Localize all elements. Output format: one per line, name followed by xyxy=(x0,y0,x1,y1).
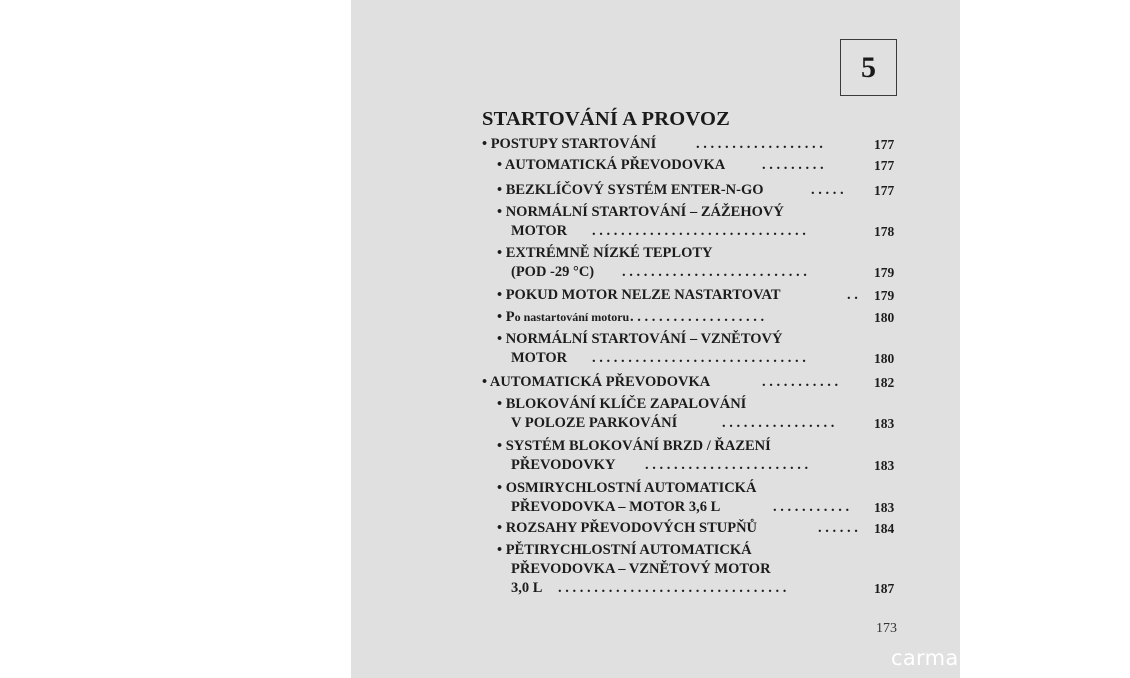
toc-page-number: 182 xyxy=(874,375,895,390)
toc-entry-text-prefix: • P xyxy=(497,309,515,325)
toc-leader-dots: . . . . . . . . . . . . . . . . . . . . . . . . . . . . . . . . xyxy=(558,580,787,596)
toc-entry-text: • OSMIRYCHLOSTNÍ AUTOMATICKÁ xyxy=(497,480,757,496)
toc-entry-text-line2: V POLOZE PARKOVÁNÍ xyxy=(511,415,678,431)
toc-page-number: 177 xyxy=(874,158,895,173)
section-title: STARTOVÁNÍ A PROVOZ xyxy=(482,108,730,130)
toc-leader-dots: . . . . . . . . . . . . . . . . xyxy=(722,415,835,431)
toc-entry-text: • ROZSAHY PŘEVODOVÝCH STUPŇŮ xyxy=(497,520,758,536)
toc-leader-dots: . . . . . . . . . . . xyxy=(773,499,850,515)
toc-leader-dots: . . . . . xyxy=(811,182,844,198)
toc-entry-text-line2: MOTOR xyxy=(511,223,568,239)
toc-leader-dots: . . xyxy=(847,287,858,303)
toc-entry-text: • POKUD MOTOR NELZE NASTARTOVAT xyxy=(497,287,781,303)
toc-entry-text: • BEZKLÍČOVÝ SYSTÉM ENTER-N-GO xyxy=(497,182,764,198)
toc-entry-text-line2: PŘEVODOVKA – VZNĚTOVÝ MOTOR xyxy=(511,561,771,577)
toc-page-number: 183 xyxy=(874,416,895,431)
toc-entry-text-small: o nastartování motoru xyxy=(514,310,630,324)
toc-leader-dots: . . . . . . . . . . . . . . . . . . . . . . . . . . . . . . xyxy=(592,350,806,366)
document-page xyxy=(351,0,1130,678)
toc-leader-dots: . . . . . . . . . . . . . . . . . . . . . . . xyxy=(645,457,809,473)
toc-leader-dots: . . . . . . . . . . . . . . . . . . . . . . . . . . xyxy=(622,264,807,280)
toc-page-number: 187 xyxy=(874,581,895,596)
toc-entry-text-line3: 3,0 L xyxy=(511,580,543,596)
toc-entry-text: • EXTRÉMNĚ NÍZKÉ TEPLOTY xyxy=(497,245,713,261)
page-number: 173 xyxy=(876,621,897,636)
toc-leader-dots: . . . . . . . . . . . . . . . . . . . . . . . . . . . . . . xyxy=(592,223,806,239)
toc-entry-text-line2: MOTOR xyxy=(511,350,568,366)
toc-entry-text: • POSTUPY STARTOVÁNÍ xyxy=(482,136,657,152)
toc-page-number: 183 xyxy=(874,458,895,473)
toc-entry-text: • AUTOMATICKÁ PŘEVODOVKA xyxy=(497,157,726,173)
chapter-number: 5 xyxy=(861,50,876,84)
toc-entry-text-line2: (POD -29 °C) xyxy=(511,264,595,280)
toc-entry-text: • BLOKOVÁNÍ KLÍČE ZAPALOVÁNÍ xyxy=(497,396,747,412)
toc-page-number: 179 xyxy=(874,288,895,303)
toc-leader-dots: . . . . . . . . . . . . . . . . . . xyxy=(696,136,823,152)
toc-leader-dots: . . . . . . xyxy=(818,520,858,536)
toc-entry-text-line2: PŘEVODOVKY xyxy=(511,457,616,473)
toc-leader-dots: . . . . . . . . . xyxy=(762,157,824,173)
toc-entry-text xyxy=(497,307,629,328)
toc-page-number: 177 xyxy=(874,137,895,152)
toc-leader-dots: . . . . . . . . . . . . . . . . . . . xyxy=(630,309,765,325)
toc-page-number: 183 xyxy=(874,500,895,515)
toc-page-number: 179 xyxy=(874,265,895,280)
toc-entry-text: • PĚTIRYCHLOSTNÍ AUTOMATICKÁ xyxy=(497,542,752,558)
watermark-text: carmanualsonline.info xyxy=(891,646,1130,670)
toc-page-number: 177 xyxy=(874,183,895,198)
toc-entry-text-line2: PŘEVODOVKA – MOTOR 3,6 L xyxy=(511,499,721,515)
toc-page-number: 178 xyxy=(874,224,895,239)
toc-page-number: 184 xyxy=(874,521,895,536)
toc-entry-text: • NORMÁLNÍ STARTOVÁNÍ – ZÁŽEHOVÝ xyxy=(497,204,784,220)
chapter-number-box xyxy=(840,39,897,96)
toc-page-number: 180 xyxy=(874,310,895,325)
toc-entry-text: • AUTOMATICKÁ PŘEVODOVKA xyxy=(482,374,711,390)
toc-entry-text: • NORMÁLNÍ STARTOVÁNÍ – VZNĚTOVÝ xyxy=(497,331,783,347)
toc-leader-dots: . . . . . . . . . . . xyxy=(762,374,839,390)
toc-page-number: 180 xyxy=(874,351,895,366)
toc-entry-text: • SYSTÉM BLOKOVÁNÍ BRZD / ŘAZENÍ xyxy=(497,438,771,454)
